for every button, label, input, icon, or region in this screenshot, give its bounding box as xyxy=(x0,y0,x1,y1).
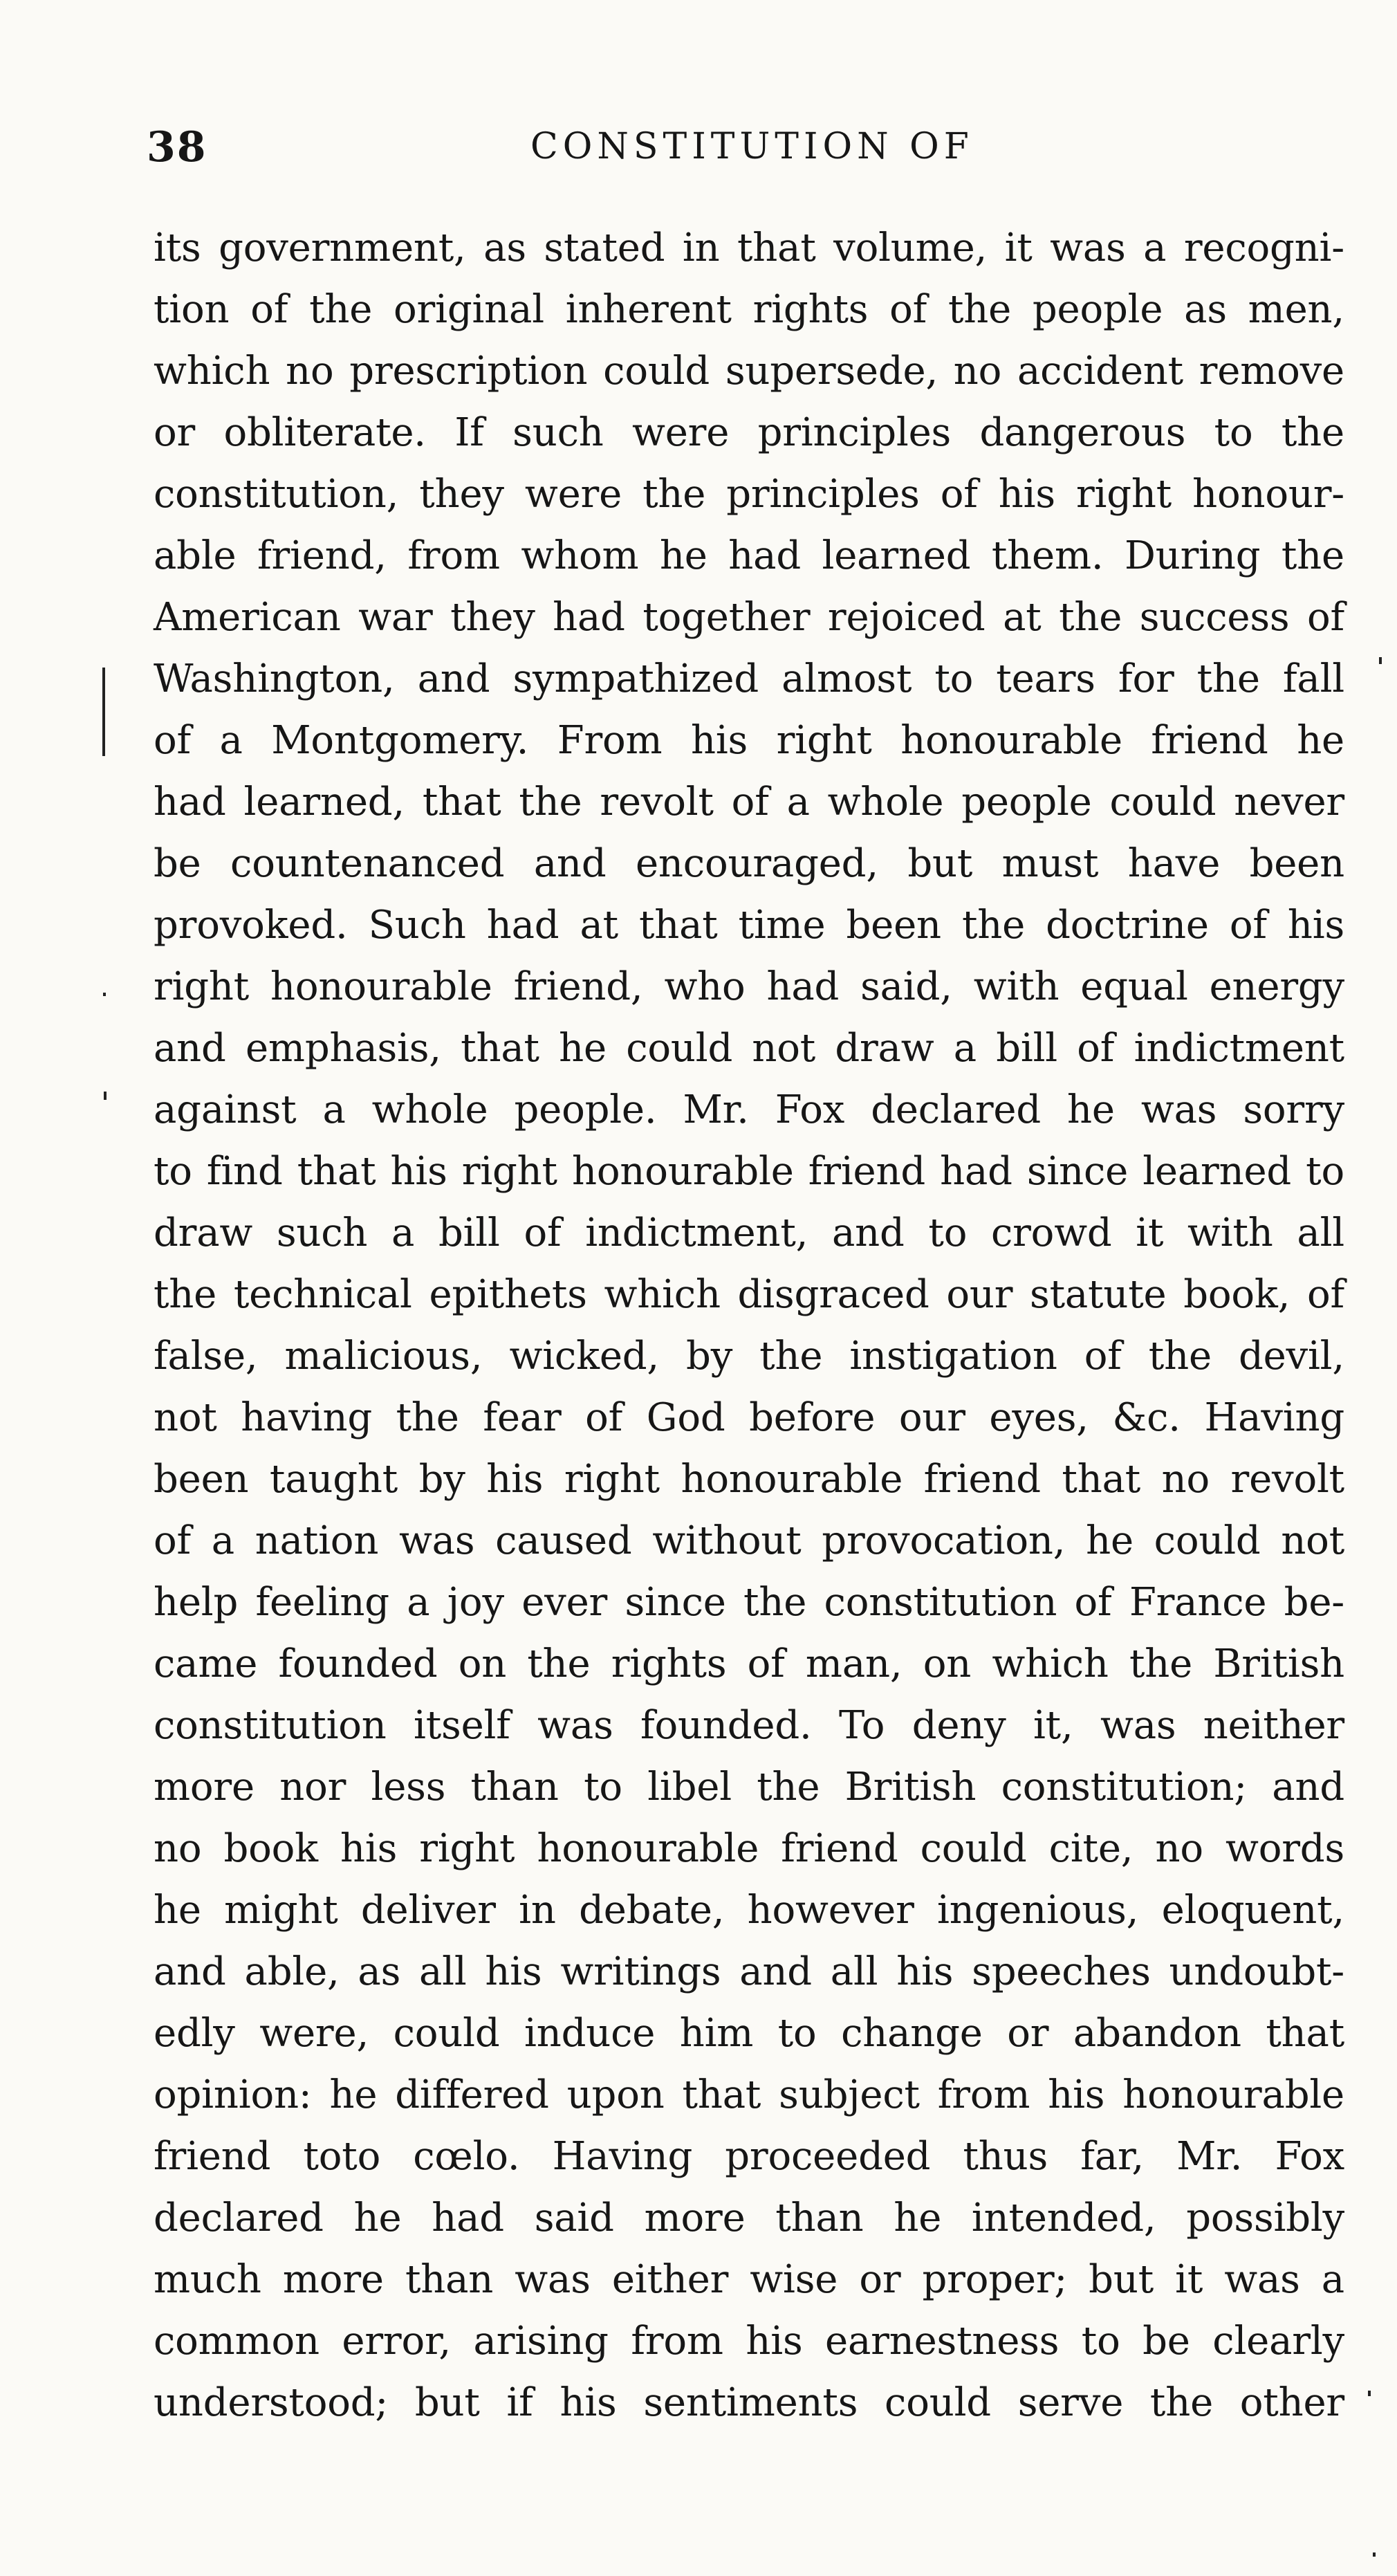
text-line: understood; but if his sentiments could serve the other xyxy=(154,2380,1344,2425)
text-line: more nor less than to libel the British constitution; and xyxy=(154,1765,1344,1810)
text-line: and emphasis, that he could not draw a bill of indictment xyxy=(154,1026,1344,1071)
text-line: common error, arising from his earnestness to be clearly xyxy=(154,2319,1344,2364)
text-line: been taught by his right honourable friend that no revolt xyxy=(154,1457,1344,1502)
running-head: CONSTITUTION OF xyxy=(530,126,974,167)
text-line: Washington, and sympathized almost to tears for the fall xyxy=(154,656,1344,701)
text-line: its government, as stated in that volume, it was a recogni- xyxy=(154,226,1344,270)
text-line: constitution, they were the principles of his right honour- xyxy=(154,472,1344,517)
text-line: which no prescription could supersede, no accident remove xyxy=(154,349,1344,394)
text-line: tion of the original inherent rights of the people as men, xyxy=(154,287,1344,332)
text-line: not having the fear of God before our eyes, &c. Having xyxy=(154,1395,1344,1440)
text-line: or obliterate. If such were principles dangerous to the xyxy=(154,410,1344,455)
text-line: provoked. Such had at that time been the doctrine of his xyxy=(154,903,1344,948)
margin-mark xyxy=(1373,2552,1376,2557)
text-line: declared he had said more than he intended, possibly xyxy=(154,2196,1344,2241)
text-line: help feeling a joy ever since the constitution of France be- xyxy=(154,1580,1344,1625)
text-line: the technical epithets which disgraced our statute book, of xyxy=(154,1272,1344,1317)
text-line: and able, as all his writings and all his speeches undoubt- xyxy=(154,1949,1344,1994)
body-text xyxy=(154,217,1344,2434)
page-number: 38 xyxy=(147,123,207,172)
text-line: edly were, could induce him to change or abandon that xyxy=(154,2011,1344,2056)
text-line: he might deliver in debate, however ingenious, eloquent, xyxy=(154,1888,1344,1933)
text-line: opinion: he differed upon that subject from his honourable xyxy=(154,2072,1344,2117)
text-line: to find that his right honourable friend had since learned to xyxy=(154,1149,1344,1194)
margin-mark xyxy=(1368,2391,1371,2396)
text-line: against a whole people. Mr. Fox declared he was sorry xyxy=(154,1087,1344,1132)
text-line: much more than was either wise or proper; but it was a xyxy=(154,2257,1344,2302)
margin-mark xyxy=(104,1092,107,1100)
text-line: came founded on the rights of man, on which the British xyxy=(154,1641,1344,1686)
text-line: right honourable friend, who had said, with equal energy xyxy=(154,964,1344,1009)
text-line: American war they had together rejoiced at the success of xyxy=(154,595,1344,640)
text-line: no book his right honourable friend could cite, no words xyxy=(154,1826,1344,1871)
text-line: had learned, that the revolt of a whole people could never xyxy=(154,780,1344,825)
text-line: false, malicious, wicked, by the instigation of the devil, xyxy=(154,1334,1344,1379)
page-header xyxy=(147,123,1322,185)
text-line: of a nation was caused without provocation, he could not xyxy=(154,1518,1344,1563)
text-line: constitution itself was founded. To deny it, was neither xyxy=(154,1703,1344,1748)
text-line: able friend, from whom he had learned them. During the xyxy=(154,533,1344,578)
text-line: be countenanced and encouraged, but must have been xyxy=(154,841,1344,886)
margin-mark xyxy=(1379,657,1382,664)
margin-mark xyxy=(102,668,105,756)
text-line: draw such a bill of indictment, and to crowd it with all xyxy=(154,1211,1344,1255)
text-line: of a Montgomery. From his right honourable friend he xyxy=(154,718,1344,763)
text-line: friend toto cœlo. Having proceeded thus far, Mr. Fox xyxy=(154,2134,1344,2179)
margin-mark xyxy=(103,993,106,996)
